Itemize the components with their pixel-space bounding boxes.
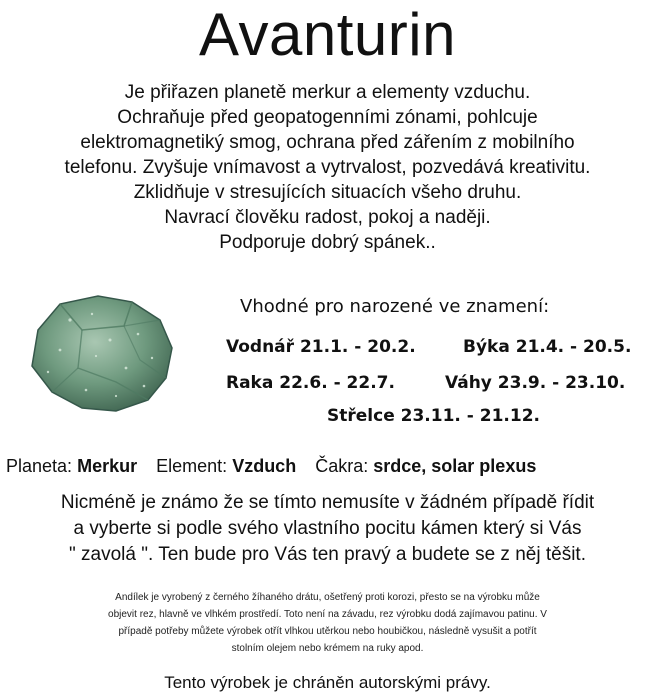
description-line: Zklidňuje v stresujících situacích všeho druhu. <box>133 182 522 203</box>
zodiac-sign-taurus: Býka 21.4. - 20.5. <box>463 337 632 357</box>
planet-label: Planeta: <box>6 456 73 476</box>
note-line: a vyberte si podle svého vlastního pocitu kámen který si Vás <box>73 518 582 539</box>
description-line: elektromagnetiký smog, ochrana před zářením z mobilního <box>80 132 575 153</box>
fine-print-line: Andílek je vyrobený z černého žíhaného drátu, ošetřený proti korozi, přesto se na výrobku může <box>115 592 540 603</box>
note-line: " zavolá ". Ten bude pro Vás ten pravý a budete se z něj těšit. <box>69 544 586 565</box>
description-line: Je přiřazen planetě merkur a elementy vzduchu. <box>124 82 531 103</box>
care-fine-print <box>0 589 655 657</box>
zodiac-sign-aquarius: Vodnář 21.1. - 20.2. <box>226 337 416 357</box>
page-title: Avanturin <box>199 1 456 68</box>
fine-print-line: objevit rez, hlavně ve vlhkém prostředí. Toto není na závadu, rez výrobku dodá zajímavou patinu. V <box>108 609 547 620</box>
stone-properties <box>6 454 536 478</box>
fine-print-line: případě potřeby můžete výrobek otřít vlhkou utěrkou nebo houbičkou, následně vysušit a potřít <box>118 626 537 637</box>
chakra-label: Čakra: <box>315 456 369 476</box>
zodiac-sign-libra: Váhy 23.9. - 23.10. <box>445 373 626 393</box>
chakra-value: srdce, solar plexus <box>373 456 537 476</box>
choice-note <box>0 490 655 568</box>
zodiac-sign-cancer: Raka 22.6. - 22.7. <box>226 373 395 393</box>
zodiac-sign-sagittarius: Střelce 23.11. - 21.12. <box>327 406 540 426</box>
zodiac-heading: Vhodné pro narozené ve znamení: <box>240 296 550 317</box>
planet-value: Merkur <box>77 456 138 476</box>
element-label: Element: <box>156 456 228 476</box>
fine-print-line: stolním olejem nebo krémem na ruky apod. <box>231 643 424 654</box>
stone-body <box>32 296 172 411</box>
element-value: Vzduch <box>232 456 297 476</box>
copyright-notice: Tento výrobek je chráněn autorskými právy. <box>164 673 491 692</box>
aventurine-stone-image <box>20 290 180 415</box>
description-line: Podporuje dobrý spánek.. <box>219 232 436 253</box>
description-line: Navrací člověku radost, pokoj a naději. <box>164 207 491 228</box>
description-line: Ochraňuje před geopatogenními zónami, pohlcuje <box>117 107 538 128</box>
description-line: telefonu. Zvyšuje vnímavost a vytrvalost, pozvedává kreativitu. <box>64 157 591 178</box>
note-line: Nicméně je známo že se tímto nemusíte v žádném případě řídit <box>60 492 595 513</box>
description-paragraph <box>0 80 655 255</box>
